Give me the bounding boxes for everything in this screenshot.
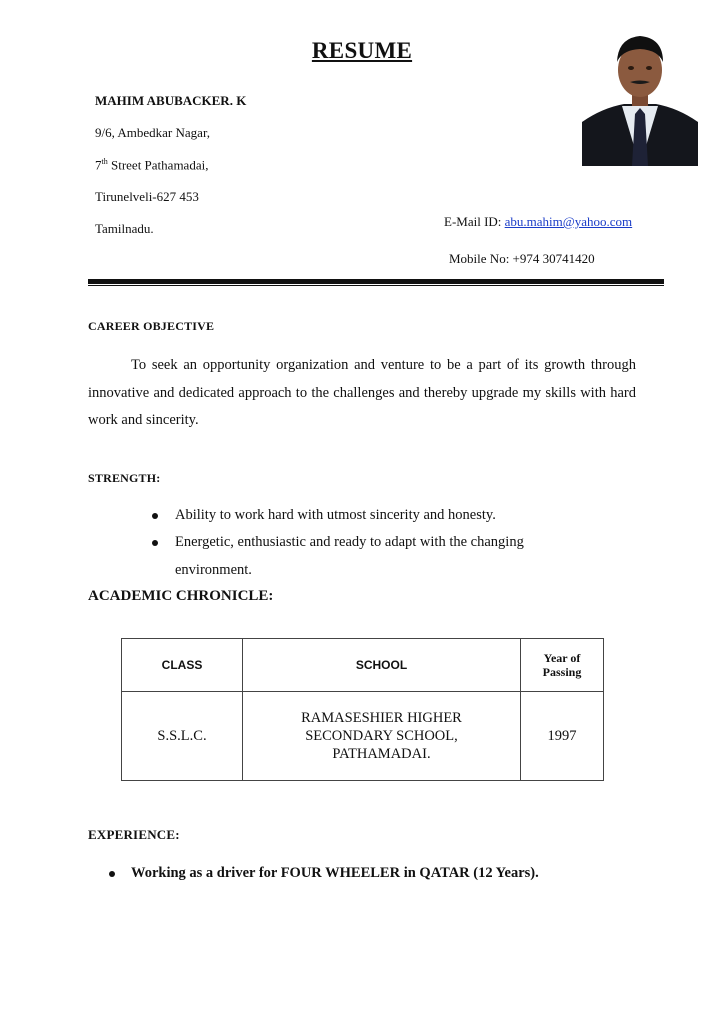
school-header: SCHOOL bbox=[243, 639, 521, 692]
school-line: SECONDARY SCHOOL, bbox=[305, 728, 458, 744]
street-number: 7 bbox=[95, 157, 102, 173]
profile-photo bbox=[582, 22, 698, 166]
career-objective-body: To seek an opportunity organization and venture to be a part of its growth through innovative and dedicated approach to the challenges and thereby upgrade my skills with hard work and sincerity. bbox=[88, 357, 636, 428]
bullet-dot-icon bbox=[152, 513, 158, 519]
strength-item-continuation: environment. bbox=[175, 562, 252, 578]
email-link[interactable]: abu.mahim@yahoo.com bbox=[504, 214, 633, 229]
year-header-line-1: Year of bbox=[543, 651, 581, 665]
strength-heading: STRENGTH: bbox=[88, 471, 161, 485]
school-line: PATHAMADAI. bbox=[332, 746, 431, 762]
school-line: RAMASESHIER HIGHER bbox=[301, 710, 462, 726]
resume-title: RESUME bbox=[311, 38, 413, 63]
address-line-3: Tirunelveli-627 453 bbox=[95, 189, 199, 204]
bullet-dot-icon bbox=[152, 540, 158, 546]
academic-heading: ACADEMIC CHRONICLE: bbox=[88, 588, 274, 604]
bullet-dot-icon bbox=[109, 871, 115, 877]
applicant-name: MAHIM ABUBACKER. K bbox=[95, 93, 247, 108]
email-line bbox=[444, 214, 632, 230]
school-cell bbox=[243, 692, 521, 781]
year-header-line-2: Passing bbox=[542, 665, 582, 679]
year-cell: 1997 bbox=[521, 692, 604, 781]
address-line-1: 9/6, Ambedkar Nagar, bbox=[95, 125, 211, 140]
table-header-row bbox=[122, 639, 604, 692]
academic-table bbox=[121, 638, 604, 781]
street-name: Street Pathamadai, bbox=[107, 157, 209, 173]
experience-item: Working as a driver for FOUR WHEELER in QATAR (12 Years). bbox=[131, 865, 539, 881]
strength-item: Energetic, enthusiastic and ready to adapt with the changing bbox=[175, 534, 524, 550]
year-header bbox=[521, 639, 604, 692]
career-objective-text bbox=[88, 352, 636, 435]
class-header: CLASS bbox=[122, 639, 243, 692]
career-objective-heading: CAREER OBJECTIVE bbox=[88, 319, 215, 333]
experience-heading: EXPERIENCE: bbox=[88, 827, 180, 842]
strength-item: Ability to work hard with utmost sincerity and honesty. bbox=[175, 507, 496, 523]
email-label: E-Mail ID: bbox=[444, 214, 505, 229]
header-divider-thick bbox=[88, 279, 664, 284]
street-number-suffix: th bbox=[101, 157, 108, 166]
mobile-number: Mobile No: +974 30741420 bbox=[449, 251, 595, 266]
table-row bbox=[122, 692, 604, 781]
address-line-2 bbox=[95, 157, 208, 173]
header-divider-thin bbox=[88, 285, 664, 286]
class-cell: S.S.L.C. bbox=[122, 692, 243, 781]
address-line-4: Tamilnadu. bbox=[95, 221, 154, 236]
